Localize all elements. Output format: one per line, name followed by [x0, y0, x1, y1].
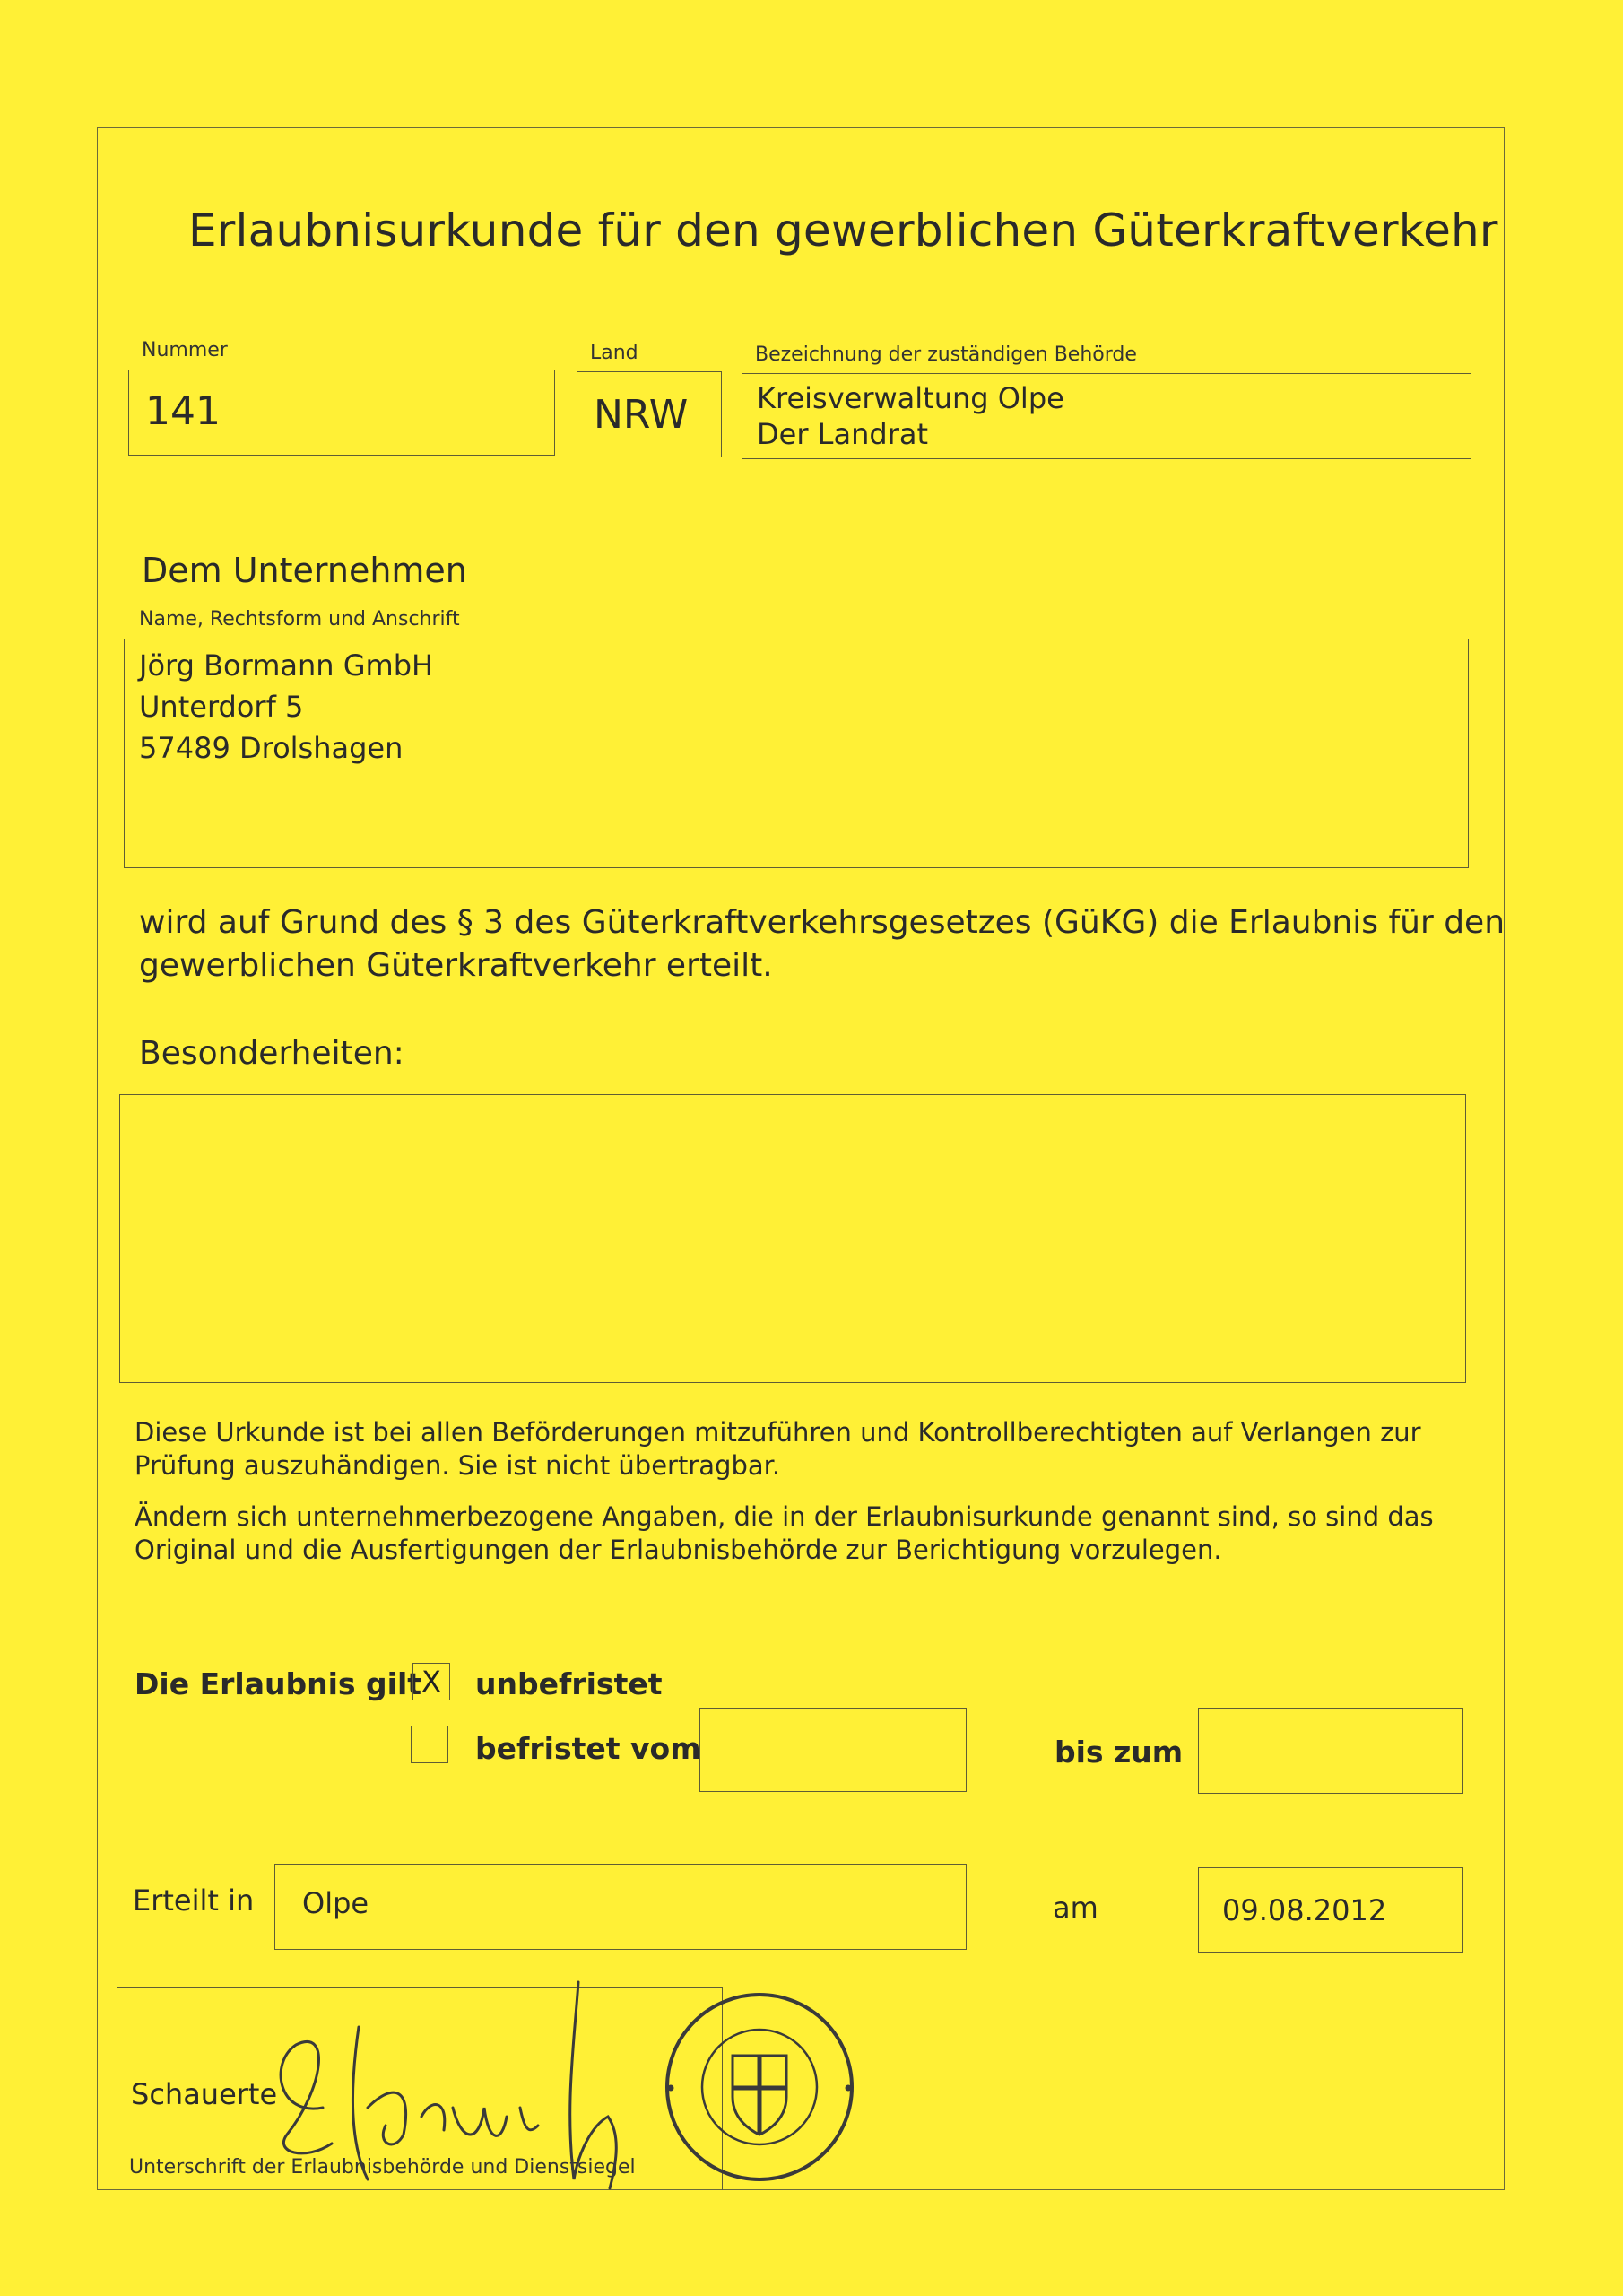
- handwritten-signature: [269, 1973, 646, 2206]
- signer-name: Schauerte: [131, 2077, 278, 2111]
- company-heading: Dem Unternehmen: [142, 551, 467, 590]
- notice-p2-line1: Ändern sich unternehmerbezogene Angaben, die in der Erlaubnisurkunde genannt sind, so sind das: [135, 1501, 1434, 1532]
- company-line3: 57489 Drolshagen: [139, 731, 404, 765]
- land-label: Land: [590, 342, 638, 364]
- befristet-label: befristet vom: [475, 1731, 701, 1766]
- notice-p1-line1: Diese Urkunde ist bei allen Beförderungen mitzuführen und Kontrollberechtigten auf Verlangen zur: [135, 1417, 1421, 1448]
- grant-text-line2: gewerblichen Güterkraftverkehr erteilt.: [139, 947, 773, 984]
- company-field: [124, 639, 1469, 868]
- company-label: Name, Rechtsform und Anschrift: [139, 608, 460, 631]
- kreis-olpe-seal: [662, 1989, 857, 2185]
- am-value: 09.08.2012: [1222, 1893, 1387, 1927]
- bis-zum-label: bis zum: [1055, 1735, 1184, 1770]
- am-field: [1198, 1867, 1463, 1953]
- signature-caption: Unterschrift der Erlaubnisbehörde und Dienstsiegel: [129, 2156, 636, 2179]
- behoerde-line2: Der Landrat: [757, 417, 928, 451]
- erteilt-in-field: [274, 1864, 967, 1950]
- befristet-checkbox[interactable]: [411, 1726, 448, 1763]
- bis-zum-field[interactable]: [1198, 1708, 1463, 1794]
- validity-label: Die Erlaubnis gilt: [135, 1666, 422, 1701]
- erteilt-in-value: Olpe: [302, 1886, 369, 1920]
- besonderheiten-field: [119, 1094, 1466, 1383]
- land-value: NRW: [594, 392, 689, 438]
- document-title: Erlaubnisurkunde für den gewerblichen Güterkraftverkehr: [188, 204, 1498, 257]
- nummer-value: 141: [145, 388, 221, 434]
- grant-text-line1: wird auf Grund des § 3 des Güterkraftverkehrsgesetzes (GüKG) die Erlaubnis für den: [139, 904, 1506, 941]
- erteilt-in-label: Erteilt in: [133, 1883, 255, 1918]
- behoerde-label: Bezeichnung der zuständigen Behörde: [755, 344, 1137, 366]
- unbefristet-label: unbefristet: [475, 1666, 663, 1701]
- notice-p2-line2: Original und die Ausfertigungen der Erlaubnisbehörde zur Berichtigung vorzulegen.: [135, 1535, 1222, 1565]
- unbefristet-checkbox[interactable]: X: [412, 1663, 450, 1700]
- land-field: [577, 371, 722, 457]
- befristet-von-field[interactable]: [699, 1708, 967, 1792]
- company-line1: Jörg Bormann GmbH: [139, 648, 434, 683]
- behoerde-field: [742, 373, 1471, 459]
- company-line2: Unterdorf 5: [139, 690, 304, 724]
- notice-p1-line2: Prüfung auszuhändigen. Sie ist nicht übertragbar.: [135, 1450, 781, 1481]
- nummer-label: Nummer: [142, 339, 228, 361]
- nummer-field: [128, 370, 555, 456]
- am-label: am: [1053, 1891, 1098, 1925]
- besonderheiten-label: Besonderheiten:: [139, 1035, 404, 1072]
- behoerde-line1: Kreisverwaltung Olpe: [757, 381, 1064, 415]
